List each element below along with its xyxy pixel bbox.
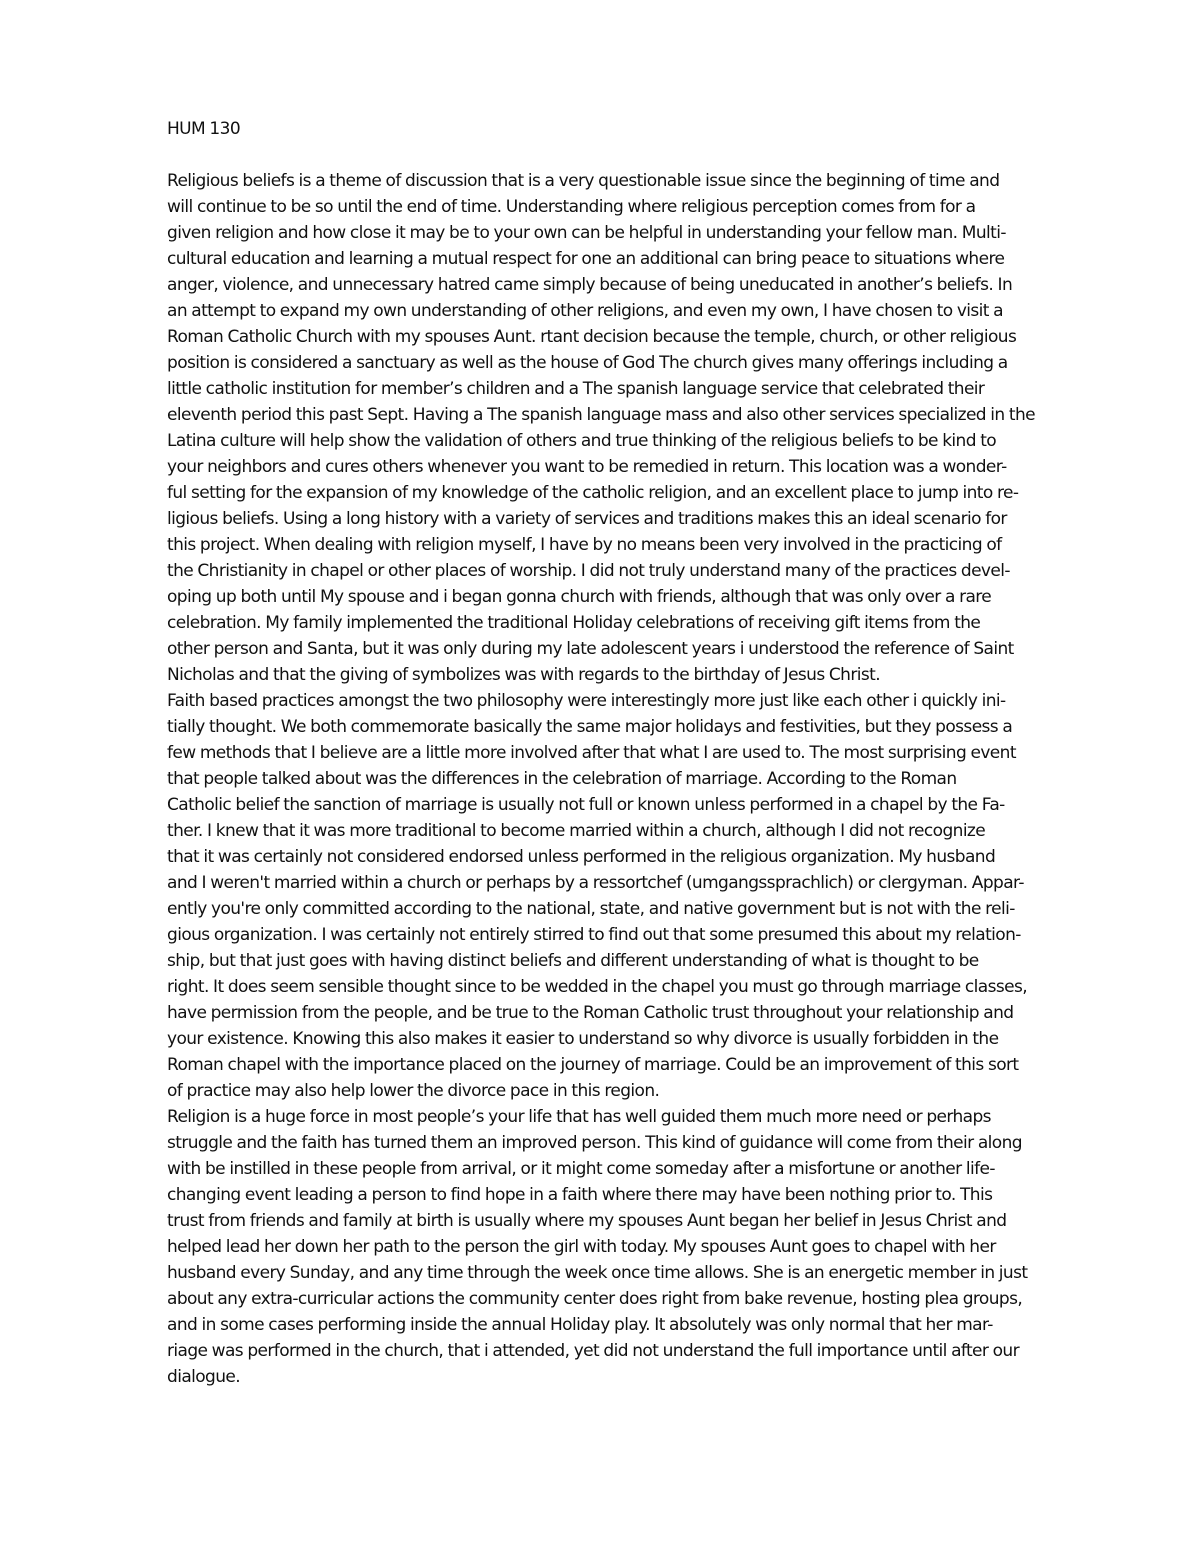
text-line: Nicholas and that the giving of symbolizes was with regards to the birthday of Jesus Christ. [167, 665, 881, 685]
text-line: husband every Sunday, and any time through the week once time allows. She is an energetic member in just [167, 1263, 1028, 1283]
text-line: Roman chapel with the importance placed on the journey of marriage. Could be an improvement of this sort [167, 1055, 1019, 1075]
text-line: the Christianity in chapel or other places of worship. I did not truly understand many of the practices devel- [167, 561, 1010, 581]
text-line: ship, but that just goes with having distinct beliefs and different understanding of what is thought to be [167, 951, 979, 971]
text-line: have permission from the people, and be true to the Roman Catholic trust throughout your relationship and [167, 1003, 1014, 1023]
text-line: an attempt to expand my own understanding of other religions, and even my own, I have chosen to visit a [167, 301, 1003, 321]
text-line: will continue to be so until the end of time. Understanding where religious perception comes from for a [167, 197, 976, 217]
text-line: ther. I knew that it was more traditional to become married within a church, although I did not recognize [167, 821, 986, 841]
text-line: little catholic institution for member’s children and a The spanish language service that celebrated their [167, 379, 985, 399]
text-line: ligious beliefs. Using a long history with a variety of services and traditions makes this an ideal scenario for [167, 509, 1007, 529]
text-line: celebration. My family implemented the traditional Holiday celebrations of receiving gift items from the [167, 613, 981, 633]
text-line: riage was performed in the church, that i attended, yet did not understand the full importance until after our [167, 1341, 1019, 1361]
document-body [167, 116, 1127, 1390]
text-line: oping up both until My spouse and i began gonna church with friends, although that was only over a rare [167, 587, 992, 607]
text-line: gious organization. I was certainly not entirely stirred to find out that some presumed this about my relation- [167, 925, 1021, 945]
document-title: HUM 130 [167, 119, 241, 139]
text-line: few methods that I believe are a little more involved after that what I are used to. The most surprising event [167, 743, 1016, 763]
text-line: about any extra-curricular actions the community center does right from bake revenue, hosting plea groups, [167, 1289, 1023, 1309]
text-line: helped lead her down her path to the person the girl with today. My spouses Aunt goes to chapel with her [167, 1237, 996, 1257]
text-line: eleventh period this past Sept. Having a The spanish language mass and also other services specialized in the [167, 405, 1036, 425]
text-line: dialogue. [167, 1367, 241, 1387]
blank-line [167, 142, 1127, 168]
text-line: Catholic belief the sanction of marriage is usually not full or known unless performed in a chapel by the Fa- [167, 795, 1005, 815]
text-line: anger, violence, and unnecessary hatred came simply because of being uneducated in another’s beliefs. In [167, 275, 1013, 295]
text-line: that people talked about was the differences in the celebration of marriage. According to the Roman [167, 769, 957, 789]
text-line: Religious beliefs is a theme of discussion that is a very questionable issue since the beginning of time and [167, 171, 1000, 191]
text-line: other person and Santa, but it was only during my late adolescent years i understood the reference of Saint [167, 639, 1014, 659]
text-line: trust from friends and family at birth is usually where my spouses Aunt began her belief in Jesus Christ and [167, 1211, 1007, 1231]
text-line: this project. When dealing with religion myself, I have by no means been very involved in the practicing of [167, 535, 1002, 555]
text-line: your existence. Knowing this also makes it easier to understand so why divorce is usually forbidden in the [167, 1029, 999, 1049]
text-line: Faith based practices amongst the two philosophy were interestingly more just like each other i quickly ini- [167, 691, 1006, 711]
text-line: cultural education and learning a mutual respect for one an additional can bring peace to situations where [167, 249, 1005, 269]
text-line: Latina culture will help show the validation of others and true thinking of the religious beliefs to be kind to [167, 431, 997, 451]
text-line: changing event leading a person to find hope in a faith where there may have been nothing prior to. This [167, 1185, 993, 1205]
text-line: Religion is a huge force in most people’s your life that has well guided them much more need or perhaps [167, 1107, 991, 1127]
text-line: given religion and how close it may be to your own can be helpful in understanding your fellow man. Multi- [167, 223, 1006, 243]
text-line: ently you're only committed according to the national, state, and native government but is not with the reli- [167, 899, 1015, 919]
text-line: your neighbors and cures others whenever you want to be remedied in return. This location was a wonder- [167, 457, 1007, 477]
text-line: and in some cases performing inside the annual Holiday play. It absolutely was only normal that her mar- [167, 1315, 993, 1335]
text-line: ful setting for the expansion of my knowledge of the catholic religion, and an excellent place to jump into re- [167, 483, 1019, 503]
text-line: with be instilled in these people from arrival, or it might come someday after a misfortune or another life- [167, 1159, 995, 1179]
text-line: tially thought. We both commemorate basically the same major holidays and festivities, but they possess a [167, 717, 1013, 737]
text-line: struggle and the faith has turned them an improved person. This kind of guidance will come from their along [167, 1133, 1022, 1153]
text-line: position is considered a sanctuary as well as the house of God The church gives many offerings including a [167, 353, 1008, 373]
text-line: of practice may also help lower the divorce pace in this region. [167, 1081, 660, 1101]
text-line: that it was certainly not considered endorsed unless performed in the religious organization. My husband [167, 847, 996, 867]
text-line: and I weren't married within a church or perhaps by a ressortchef (umgangssprachlich) or clergyman. Appar- [167, 873, 1024, 893]
text-line: right. It does seem sensible thought since to be wedded in the chapel you must go through marriage classes, [167, 977, 1028, 997]
essay-text [167, 168, 1127, 1390]
text-line: Roman Catholic Church with my spouses Aunt. rtant decision because the temple, church, or other religious [167, 327, 1017, 347]
